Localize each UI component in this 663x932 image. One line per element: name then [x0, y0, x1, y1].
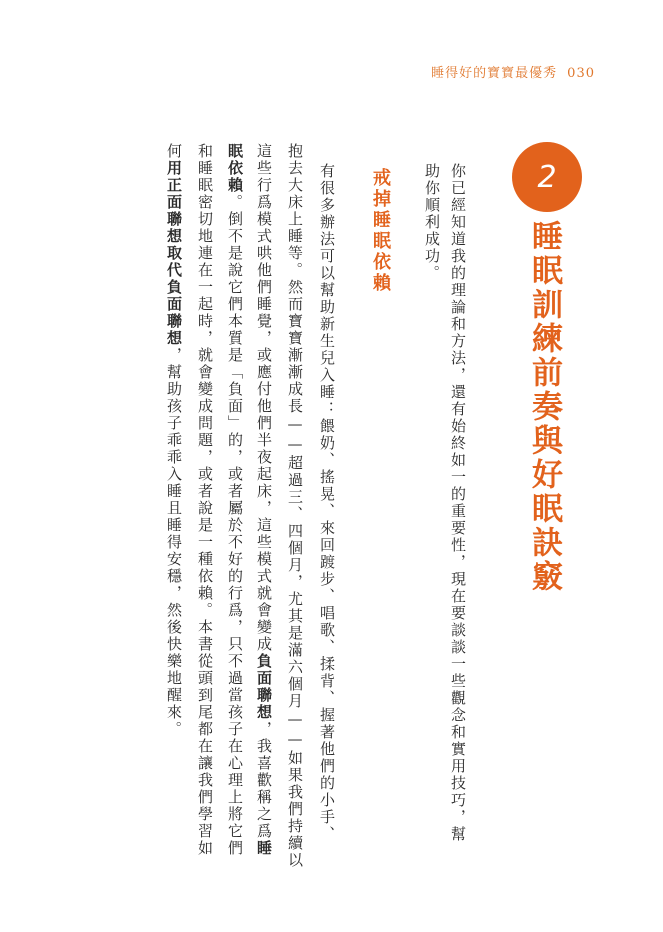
bold-term: 用正面聯想取代負面聯想 [165, 160, 183, 347]
body-column-3 [254, 143, 275, 857]
running-header [431, 62, 595, 81]
body-text: ，我喜歡稱之爲 [255, 721, 273, 840]
body-column-1: 有很多辦法可以幫助新生兒入睡：餵奶、搖晃、來回踱步、唱歌、揉背、握著他們的小手、 [318, 163, 336, 843]
body-column-6 [164, 143, 185, 738]
bold-term: 眠依賴 [226, 143, 244, 194]
bold-term: 負面聯想 [255, 653, 273, 721]
body-column-4 [225, 143, 246, 857]
intro-line-2: 助你順利成功。 [423, 163, 441, 282]
bold-term: 睡 [255, 840, 273, 857]
body-column-2: 抱去大床上睡等。然而寶寶漸漸成長——超過三、四個月，尤其是滿六個月——如果我們持續以 [286, 143, 304, 869]
chapter-number: 2 [537, 159, 557, 195]
book-title: 睡得好的寶寶最優秀 [431, 66, 558, 81]
body-text: ，幫助孩子乖乖入睡且睡得安穩，然後快樂地醒來。 [165, 347, 183, 738]
body-text: 。倒不是說它們本質是「負面」的，或者屬於不好的行爲，只不過當孩子在心理上將它們 [226, 194, 244, 857]
chapter-number-badge [512, 142, 582, 212]
chapter-title: 睡眠訓練前奏與好眠訣竅 [526, 220, 562, 594]
section-title: 戒掉睡眠依賴 [370, 168, 391, 294]
body-column-5: 和睡眠密切地連在一起時，就會變成問題，或者說是一種依賴。本書從頭到尾都在讓我們學習如 [196, 143, 214, 857]
page-number: 030 [567, 66, 595, 81]
intro-line-1: 你已經知道我的理論和方法，還有始終如一的重要性，現在要談談一些觀念和實用技巧，幫 [449, 163, 467, 843]
body-text: 這些行爲模式哄他們睡覺，或應付他們半夜起床，這些模式就會變成 [255, 143, 273, 653]
body-text: 何 [165, 143, 183, 160]
